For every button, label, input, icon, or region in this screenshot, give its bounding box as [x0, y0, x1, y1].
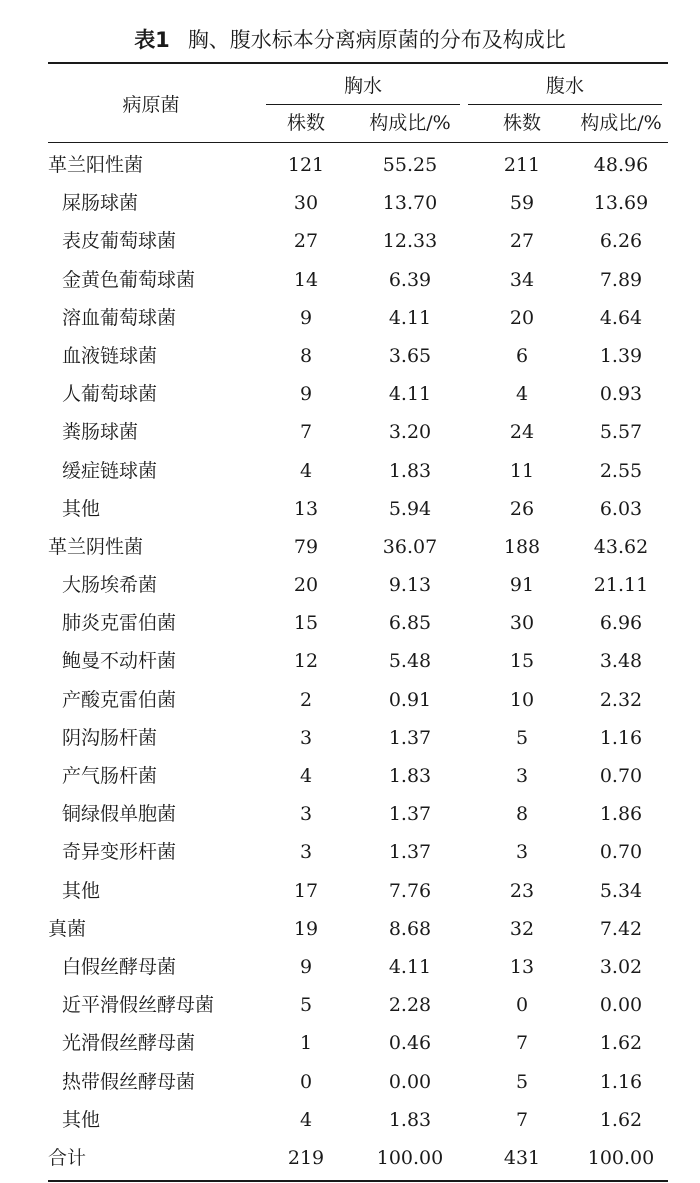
- ascites-ratio-cell: 2.55: [599, 459, 643, 482]
- ascites-count-cell: 5: [515, 1070, 529, 1093]
- ascites-count-cell: 20: [509, 306, 535, 329]
- ascites-count-cell: 4: [515, 383, 529, 406]
- table-row: [48, 604, 668, 642]
- ascites-ratio-cell: 3.02: [599, 955, 643, 978]
- pleural-ratio-cell: 4.11: [388, 383, 432, 406]
- pleural-count-cell: 14: [293, 268, 319, 291]
- ascites-ratio-cell: 100.00: [587, 1146, 655, 1169]
- pleural-count-cell: 2: [299, 688, 313, 711]
- organism-cell: 其他: [62, 879, 101, 902]
- header-pleural-ratio: 构成比/%: [369, 112, 451, 134]
- pleural-ratio-cell: 100.00: [376, 1146, 444, 1169]
- table-row: [48, 490, 668, 528]
- ascites-ratio-cell: 7.89: [599, 268, 643, 291]
- pleural-count-cell: 9: [299, 383, 313, 406]
- header-pleural-rule: [266, 104, 460, 105]
- organism-cell: 鲍曼不动杆菌: [62, 650, 177, 673]
- table-row: [48, 719, 668, 757]
- table-row: [48, 948, 668, 986]
- organism-cell: 产气肠杆菌: [62, 765, 158, 787]
- ascites-ratio-cell: 1.62: [599, 1108, 643, 1131]
- pleural-count-cell: 7: [299, 421, 313, 444]
- ascites-count-cell: 6: [515, 344, 529, 367]
- pleural-count-cell: 3: [299, 803, 313, 826]
- pleural-count-cell: 1: [299, 1032, 313, 1055]
- pleural-count-cell: 9: [299, 955, 313, 978]
- organism-cell: 大肠埃希菌: [62, 574, 158, 597]
- ascites-count-cell: 188: [503, 535, 541, 558]
- ascites-count-cell: 0: [515, 994, 529, 1017]
- pleural-count-cell: 4: [299, 459, 313, 482]
- ascites-count-cell: 5: [515, 726, 529, 749]
- pleural-ratio-cell: 5.94: [388, 497, 432, 520]
- header-ascites: 腹水: [545, 75, 584, 97]
- header-pleural-count: 株数: [286, 112, 325, 134]
- ascites-ratio-cell: 1.62: [599, 1032, 643, 1055]
- organism-cell: 铜绿假单胞菌: [62, 803, 177, 826]
- pleural-ratio-cell: 3.65: [388, 344, 432, 367]
- pleural-count-cell: 219: [287, 1146, 325, 1169]
- organism-cell: 合计: [48, 1146, 87, 1169]
- ascites-ratio-cell: 43.62: [593, 535, 649, 558]
- organism-cell: 光滑假丝酵母菌: [62, 1032, 196, 1055]
- ascites-ratio-cell: 1.86: [599, 803, 643, 826]
- table-body: [48, 143, 668, 1180]
- ascites-ratio-cell: 6.96: [599, 612, 643, 635]
- organism-cell: 奇异变形杆菌: [62, 841, 177, 864]
- ascites-ratio-cell: 7.42: [599, 917, 643, 940]
- organism-cell: 其他: [62, 1108, 101, 1131]
- table-title: 胸、腹水标本分离病原菌的分布及构成比: [187, 28, 566, 52]
- table-row-category: [48, 528, 668, 566]
- organism-cell: 肺炎克雷伯菌: [62, 612, 177, 635]
- ascites-count-cell: 7: [515, 1032, 529, 1055]
- pleural-ratio-cell: 0.46: [388, 1032, 432, 1055]
- organism-cell: 血液链球菌: [62, 344, 158, 367]
- organism-cell: 真菌: [48, 917, 87, 940]
- pleural-ratio-cell: 1.37: [388, 726, 432, 749]
- ascites-count-cell: 8: [515, 803, 529, 826]
- table-row: [48, 299, 668, 337]
- ascites-ratio-cell: 5.57: [599, 421, 643, 444]
- ascites-ratio-cell: 6.26: [599, 230, 643, 253]
- ascites-ratio-cell: 0.00: [599, 994, 643, 1017]
- ascites-count-cell: 59: [509, 192, 535, 215]
- bottom-rule: [48, 1180, 668, 1182]
- ascites-ratio-cell: 2.32: [599, 688, 643, 711]
- table-header: [48, 64, 668, 142]
- table-row: [48, 337, 668, 375]
- pleural-count-cell: 15: [293, 612, 319, 635]
- organism-cell: 产酸克雷伯菌: [62, 688, 177, 711]
- table-row: [48, 795, 668, 833]
- pleural-count-cell: 12: [293, 650, 319, 673]
- pleural-ratio-cell: 4.11: [388, 955, 432, 978]
- table-row: [48, 184, 668, 222]
- ascites-ratio-cell: 5.34: [599, 879, 643, 902]
- ascites-ratio-cell: 3.48: [599, 650, 643, 673]
- table-number: 表1: [134, 28, 170, 52]
- pleural-count-cell: 4: [299, 1108, 313, 1131]
- ascites-count-cell: 10: [509, 688, 535, 711]
- pleural-count-cell: 79: [293, 535, 319, 558]
- pleural-count-cell: 20: [293, 574, 319, 597]
- table-row: [48, 1063, 668, 1101]
- pleural-ratio-cell: 55.25: [382, 154, 438, 176]
- organism-cell: 近平滑假丝酵母菌: [62, 994, 215, 1017]
- table-row: [48, 986, 668, 1024]
- table-row: [48, 757, 668, 795]
- header-pleural: 胸水: [343, 75, 382, 97]
- table-row: [48, 413, 668, 451]
- organism-cell: 粪肠球菌: [62, 421, 139, 444]
- pathogen-table: [48, 62, 668, 1182]
- pleural-ratio-cell: 6.39: [388, 268, 432, 291]
- ascites-count-cell: 7: [515, 1108, 529, 1131]
- ascites-count-cell: 431: [503, 1146, 541, 1169]
- pleural-count-cell: 121: [287, 154, 325, 176]
- ascites-count-cell: 34: [509, 268, 535, 291]
- pleural-count-cell: 3: [299, 841, 313, 864]
- ascites-ratio-cell: 1.16: [599, 1070, 643, 1093]
- ascites-ratio-cell: 21.11: [593, 574, 649, 597]
- pleural-ratio-cell: 2.28: [388, 994, 432, 1017]
- ascites-ratio-cell: 48.96: [593, 154, 649, 176]
- pleural-ratio-cell: 13.70: [382, 192, 438, 215]
- pleural-count-cell: 0: [299, 1070, 313, 1093]
- ascites-count-cell: 27: [509, 230, 535, 253]
- ascites-ratio-cell: 4.64: [599, 306, 643, 329]
- ascites-count-cell: 32: [509, 917, 535, 940]
- pleural-ratio-cell: 0.00: [388, 1070, 432, 1093]
- pleural-count-cell: 30: [293, 192, 319, 215]
- pleural-count-cell: 19: [293, 917, 319, 940]
- table-row: [48, 872, 668, 910]
- ascites-ratio-cell: 0.70: [599, 841, 643, 864]
- header-ascites-ratio: 构成比/%: [580, 112, 662, 134]
- ascites-count-cell: 91: [509, 574, 535, 597]
- table-row: [48, 375, 668, 413]
- pleural-ratio-cell: 1.37: [388, 841, 432, 864]
- ascites-ratio-cell: 0.93: [599, 383, 643, 406]
- ascites-count-cell: 3: [515, 765, 529, 787]
- ascites-count-cell: 30: [509, 612, 535, 635]
- pleural-count-cell: 8: [299, 344, 313, 367]
- organism-cell: 革兰阳性菌: [48, 154, 144, 176]
- pleural-ratio-cell: 3.20: [388, 421, 432, 444]
- ascites-count-cell: 15: [509, 650, 535, 673]
- pleural-ratio-cell: 5.48: [388, 650, 432, 673]
- organism-cell: 热带假丝酵母菌: [62, 1070, 196, 1093]
- organism-cell: 人葡萄球菌: [62, 383, 158, 406]
- table-row-category: [48, 146, 668, 184]
- organism-cell: 白假丝酵母菌: [62, 955, 177, 978]
- pleural-ratio-cell: 1.37: [388, 803, 432, 826]
- organism-cell: 屎肠球菌: [62, 192, 139, 215]
- pleural-count-cell: 5: [299, 994, 313, 1017]
- pleural-count-cell: 17: [293, 879, 319, 902]
- pleural-count-cell: 13: [293, 497, 319, 520]
- table-row: [48, 222, 668, 260]
- ascites-ratio-cell: 13.69: [593, 192, 649, 215]
- pleural-ratio-cell: 6.85: [388, 612, 432, 635]
- pleural-count-cell: 27: [293, 230, 319, 253]
- header-ascites-rule: [468, 104, 662, 105]
- header-ascites-count: 株数: [502, 112, 541, 134]
- table-row: [48, 642, 668, 680]
- organism-cell: 革兰阴性菌: [48, 535, 144, 558]
- organism-cell: 表皮葡萄球菌: [62, 230, 177, 253]
- organism-cell: 金黄色葡萄球菌: [62, 268, 196, 291]
- pleural-count-cell: 9: [299, 306, 313, 329]
- pleural-count-cell: 3: [299, 726, 313, 749]
- table-row-category: [48, 1139, 668, 1177]
- ascites-ratio-cell: 6.03: [599, 497, 643, 520]
- pleural-ratio-cell: 4.11: [388, 306, 432, 329]
- ascites-ratio-cell: 1.39: [599, 344, 643, 367]
- pleural-ratio-cell: 1.83: [388, 459, 432, 482]
- pleural-ratio-cell: 0.91: [388, 688, 432, 711]
- pleural-count-cell: 4: [299, 765, 313, 787]
- ascites-ratio-cell: 1.16: [599, 726, 643, 749]
- table-row: [48, 452, 668, 490]
- pleural-ratio-cell: 9.13: [388, 574, 432, 597]
- organism-cell: 其他: [62, 497, 101, 520]
- pleural-ratio-cell: 36.07: [382, 535, 438, 558]
- table-caption: [0, 24, 700, 56]
- pleural-ratio-cell: 7.76: [388, 879, 432, 902]
- table-row-category: [48, 910, 668, 948]
- table-row: [48, 681, 668, 719]
- table-row: [48, 1024, 668, 1062]
- organism-cell: 溶血葡萄球菌: [62, 306, 177, 329]
- table-row: [48, 261, 668, 299]
- pleural-ratio-cell: 12.33: [382, 230, 438, 253]
- organism-cell: 缓症链球菌: [62, 459, 158, 482]
- ascites-count-cell: 211: [503, 154, 541, 176]
- header-organism: 病原菌: [122, 93, 180, 116]
- pleural-ratio-cell: 1.83: [388, 765, 432, 787]
- table-row: [48, 833, 668, 871]
- ascites-count-cell: 13: [509, 955, 535, 978]
- ascites-count-cell: 26: [509, 497, 535, 520]
- pleural-ratio-cell: 1.83: [388, 1108, 432, 1131]
- ascites-count-cell: 24: [509, 421, 535, 444]
- pleural-ratio-cell: 8.68: [388, 917, 432, 940]
- table-row: [48, 1101, 668, 1139]
- table-row: [48, 566, 668, 604]
- ascites-count-cell: 23: [509, 879, 535, 902]
- ascites-count-cell: 3: [515, 841, 529, 864]
- organism-cell: 阴沟肠杆菌: [62, 726, 158, 749]
- ascites-ratio-cell: 0.70: [599, 765, 643, 787]
- ascites-count-cell: 11: [509, 459, 535, 482]
